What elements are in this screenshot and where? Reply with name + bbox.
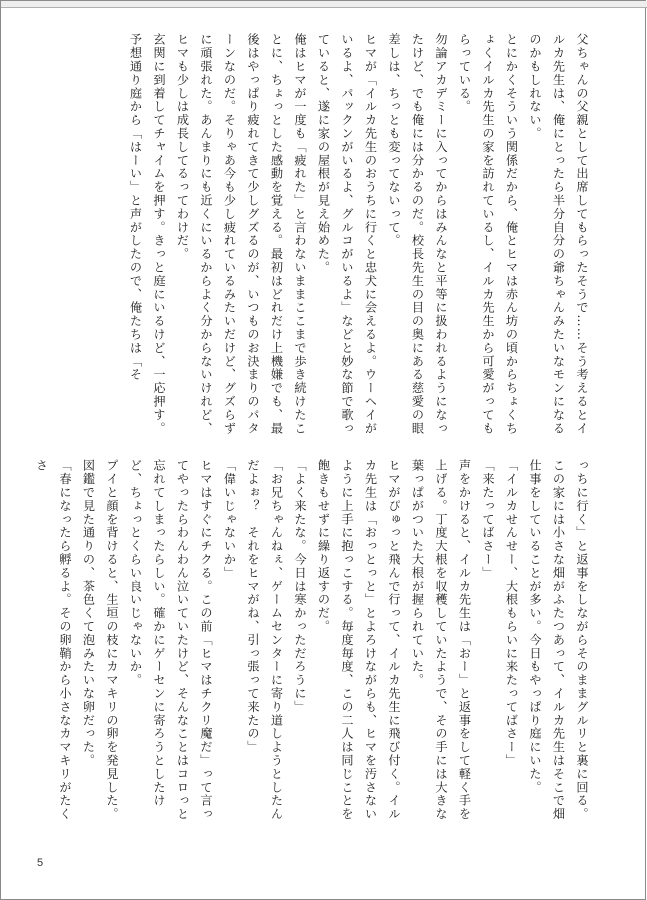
paragraph: 「イルカせんせー、大根もらいに来たってばさー」 (504, 459, 519, 768)
window-top-border (1, 1, 647, 8)
paragraph: ヒマが「イルカ先生のおうちに行くと忠犬に会えるよ。ウーヘイがいるよ、パックンがいるよ、グルコがいるよ」などと妙な節で歌っていると、遂に家の屋根が見え始めた。 (316, 33, 378, 435)
paragraph: 「偉いじゃないか」 (222, 459, 237, 580)
paragraph: ヒマはすぐにチクる。この前「ヒマはチクリ魔だ」って言ってやったらわんわん泣いていたけど、そんなことはコロっと忘れてしまったらしい。確かにゲーセンに寄ろうとしたけど、ちょっとくらい良いじゃないか。 (128, 459, 213, 821)
paragraph: プイと顔を背けると、生垣の枝にカマキリの卵を発見した。図鑑で見た通りの、茶色くて泡みたいな卵だった。 (81, 459, 119, 821)
paragraph: 「よく来たな。今日は寒かっただろうに」 (293, 459, 307, 714)
paragraph: 玄関に到着してチャイムを押す。きっと庭にいるけど、一応押す。予想通り庭から「はーい」と声がしたので、俺たちは「そ (128, 33, 166, 435)
paragraph: 「春になったら孵るよ。その卵鞘から小さなカマキリがたくさ (34, 459, 72, 821)
paragraph: 「お兄ちゃんねぇ、ゲームセンターに寄り道しようとしたんだよぉ？ それをヒマがね、引っ張って来たの」 (246, 459, 284, 821)
paragraph: とにかくそういう関係だから、俺とヒマは赤ん坊の頃からちょくちょくイルカ先生の家を訪れているし、イルカ先生から可愛がってもらっている。 (457, 33, 519, 435)
page-number: 5 (37, 857, 44, 869)
paragraph: 声をかけると、イルカ先生は「おー」と返事をして軽く手を上げる。丁度大根を収穫していたようで、その手には大きな葉っぱがついた大根が握られていた。 (410, 459, 472, 821)
paragraph: 父ちゃんの父親として出席してもらったそうで……そう考えるとイルカ先生は、俺にとったら半分自分の爺ちゃんみたいなモンになるのかもしれない。 (528, 33, 589, 435)
upper-text-block (53, 33, 593, 435)
paragraph: この家には小さな畑がふたつあって、イルカ先生はそこで畑仕事をしていることが多い。今日もやっぱり庭にいた。 (528, 459, 566, 821)
lower-text-block (34, 459, 593, 831)
paragraph: 俺はヒマが一度も「疲れた」と言わないままここまで歩き続けたことに、ちょっとした感動を覚える。最初はどれだけ上機嫌でも、最後はやっぱり疲れてきて少しグズるのが、いつものお決まりのパターンなのだ。そりゃあ今も少し疲れているみたいだけど、グズらずに頑張れた。あんまりにも近くにいるからよく分からないけれど、ヒマも少しは成長してるってわけだ。 (175, 33, 307, 435)
paragraph: 「来たってばさー」 (481, 459, 495, 580)
paragraph: っちに行く」と返事をしながらそのままグルリと裏に回る。 (575, 459, 589, 821)
paragraph: 勿論アカデミーに入ってからはみんなと平等に扱われるようになったけど、でも俺には分かるのだ。校長先生の目の奥にある慈愛の眼差しは、ちっとも変ってないって。 (387, 33, 448, 435)
paragraph: ヒマがぴゅっと飛んで行って、イルカ先生に飛び付く。イルカ先生は「おっとっと」とよろけながらも、ヒマを汚さないように上手に抱っこする。毎度毎度、この二人は同じことを飽きもせずに繰り返すのだ。 (316, 459, 401, 821)
